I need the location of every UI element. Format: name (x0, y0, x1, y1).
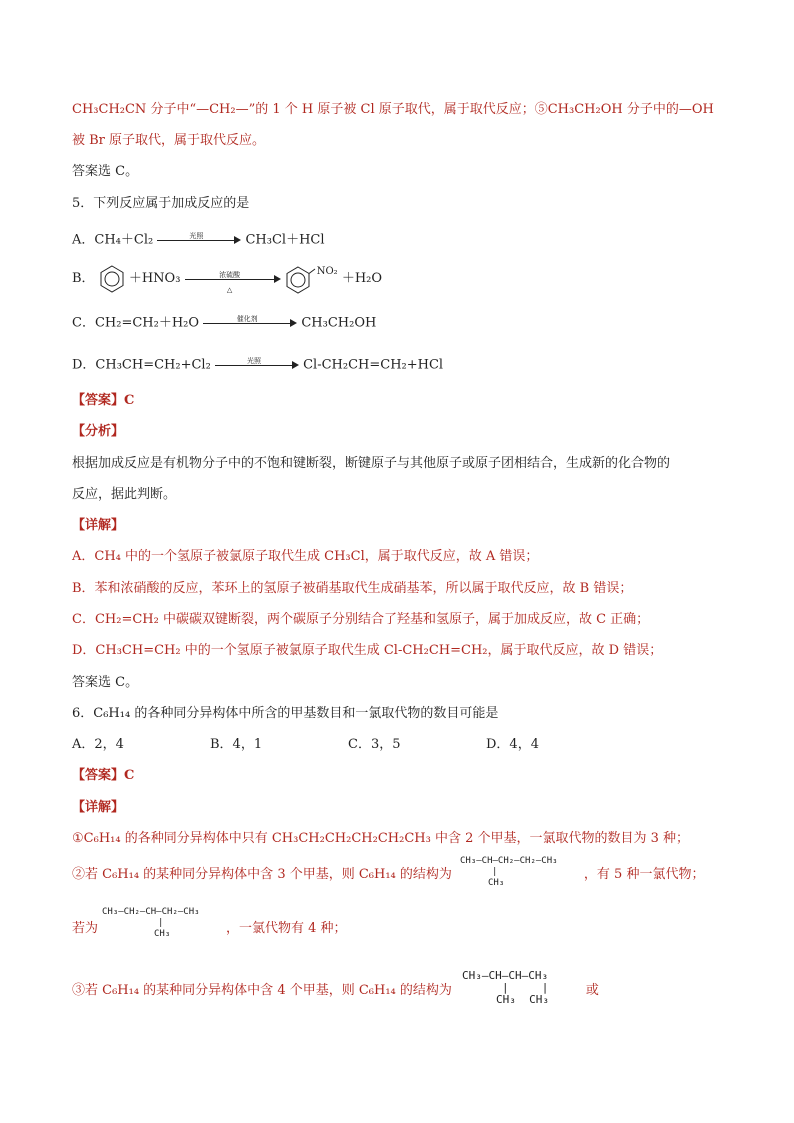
q6-option-d: D．4，4 (486, 737, 539, 752)
structure-3-methylpentane (102, 907, 200, 940)
q5-option-b (72, 262, 382, 298)
q6-option-a: A．2，4 (72, 737, 124, 752)
q5-option-c (72, 314, 376, 333)
reaction-arrow (203, 314, 297, 332)
intro-line-1: CH₃CH₂CN 分子中“—CH₂—”的 1 个 H 原子被 Cl 原子取代，属于取代反应；⑤CH₃CH₂OH 分子中的—OH (72, 102, 714, 117)
arrow-condition: 催化剂 (236, 315, 258, 323)
structure-branches: CH₃ CH₃ (496, 993, 549, 1006)
q5-detail-b: B．苯和浓硝酸的反应，苯环上的氢原子被硝基取代生成硝基苯，所以属于取代反应，故 B 错误； (72, 581, 633, 596)
intro-line-2: 被 Br 原子取代，属于取代反应。 (72, 133, 266, 148)
q6-detail-2-a: ②若 C₆H₁₄ 的某种同分异构体中含 3 个甲基，则 C₆H₁₄ 的结构为 (72, 867, 452, 882)
q5-option-a (72, 231, 325, 250)
q5-a-right: CH₃Cl＋HCl (245, 232, 325, 248)
nitro-group-label: NO₂ (316, 265, 338, 277)
q6-stem: 6．C₆H₁₄ 的各种同分异构体中所含的甲基数目和一氯取代物的数目可能是 (72, 706, 499, 721)
q5-analysis-tag: 【分析】 (72, 424, 125, 439)
structure-2-3-dimethylbutane (462, 970, 549, 1006)
q6-option-b: B．4，1 (210, 737, 263, 752)
q6-options (72, 736, 624, 754)
structure-main-chain: CH₃—CH—CH₂—CH₂—CH₃ (460, 856, 558, 866)
q5-analysis-2: 反应，据此判断。 (72, 487, 177, 502)
arrow-condition: 光照 (189, 232, 204, 240)
q6-detail-2-b: ，有 5 种一氯代物； (583, 867, 705, 882)
q5-detail-d: D．CH₃CH=CH₂ 中的一个氢原子被氯原子取代生成 Cl-CH₂CH=CH₂，属于取代反应，故 D 错误； (72, 643, 663, 658)
q5-c-right: CH₃CH₂OH (301, 315, 377, 331)
arrow-condition-top: 浓硫酸 (219, 271, 241, 279)
q6-answer-tag: 【答案】C (72, 768, 135, 783)
arrow-condition-bottom: △ (226, 286, 233, 294)
q5-d-right: Cl-CH₂CH=CH₂+HCl (303, 357, 444, 373)
structure-bond: | (158, 918, 164, 928)
q6-detail-2 (72, 866, 704, 884)
q6-detail-4-a: ③若 C₆H₁₄ 的某种同分异构体中含 4 个甲基，则 C₆H₁₄ 的结构为 (72, 983, 452, 998)
q5-option-d (72, 356, 443, 375)
q5-b-label: B． (72, 271, 95, 286)
intro-answer: 答案选 C。 (72, 164, 139, 179)
structure-bonds: | | (502, 981, 549, 994)
structure-bond: | (492, 867, 498, 877)
q5-analysis-1: 根据加成反应是有机物分子中的不饱和键断裂，断键原子与其他原子或原子团相结合，生成新的化合物的 (72, 456, 671, 471)
q6-option-c: C．3，5 (348, 737, 401, 752)
q5-stem: 5．下列反应属于加成反应的是 (72, 196, 250, 211)
structure-main-chain: CH₃—CH₂—CH—CH₂—CH₃ (102, 907, 200, 917)
reaction-arrow (185, 270, 281, 294)
q6-detail-1: ①C₆H₁₄ 的各种同分异构体中只有 CH₃CH₂CH₂CH₂CH₂CH₃ 中含 2 个甲基，一氯取代物的数目为 3 种； (72, 831, 690, 846)
q5-final: 答案选 C。 (72, 675, 139, 690)
benzene-ring-icon (99, 264, 125, 294)
arrow-condition: 光照 (246, 357, 261, 365)
q5-b-right: ＋H₂O (341, 271, 383, 286)
q5-detail-tag: 【详解】 (72, 518, 125, 533)
q5-answer-tag: 【答案】C (72, 393, 135, 408)
q5-c-left: C．CH₂=CH₂＋H₂O (72, 315, 200, 331)
q5-d-left: D．CH₃CH=CH₂+Cl₂ (72, 357, 211, 373)
structure-branch: CH₃ (488, 878, 505, 888)
q5-detail-c: C．CH₂=CH₂ 中碳碳双键断裂，两个碳原子分别结合了羟基和氢原子，属于加成反应，故 C 正确； (72, 612, 650, 627)
q5-a-left: A．CH₄＋Cl₂ (72, 232, 154, 248)
q5-detail-a: A．CH₄ 中的一个氢原子被氯原子取代生成 CH₃Cl，属于取代反应，故 A 错误； (72, 549, 539, 564)
structure-main-chain: CH₃—CH—CH—CH₃ (462, 969, 549, 982)
q6-detail-4-b: 或 (585, 983, 599, 998)
q6-detail-tag: 【详解】 (72, 800, 125, 815)
reaction-arrow (157, 231, 241, 249)
q6-detail-3-a: 若为 (72, 921, 99, 936)
reaction-arrow (215, 356, 299, 374)
structure-2-methylpentane (460, 856, 558, 889)
structure-branch: CH₃ (154, 929, 171, 939)
q6-detail-3-b: ，一氯代物有 4 种； (226, 921, 347, 936)
q5-b-mid: ＋HNO₃ (128, 271, 181, 286)
